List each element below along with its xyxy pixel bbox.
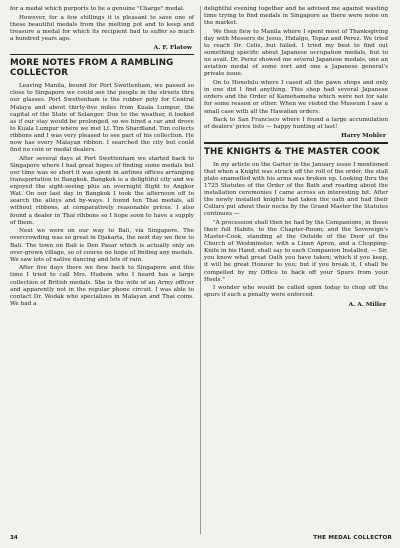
page-number: 34 <box>10 535 18 541</box>
author-signature: A. A. Miller <box>348 300 386 308</box>
section-divider <box>204 142 388 143</box>
intro-signature: A. F. Flatow <box>153 44 192 52</box>
left-column <box>10 6 194 308</box>
article-paragraph: On to Honolulu where I cased all the pawn shops and only in one did I find anything. This shop had several Japanese orders and the Order of Kamehameha which were not for sale for some reason or other. When we visited the Museum I saw a small case with all the Hawaiian orders. <box>204 80 388 115</box>
article-paragraph: I wonder who would be called upon today to chop off the spurs if such a penalty were enforced. <box>204 285 388 299</box>
article-paragraph: Back to San Francisco where I found a large accumulation of dealers' price lists — happy hunting at last! <box>204 117 388 131</box>
article-paragraph: Leaving Manila, bound for Port Swettenham, we passed so close to Singapore we could see the people in the streets thru our glasses. Port Swettenham is the rubber poty for Central Malaya and about thirty-five miles from Kuala Lumpur, the capital of the State of Selangor. Due to the weather, it looked as if our stay would be prolonged, so we hired a car and drove to Kuala Lumpur where we met Lt. Tim Shardland. Tim collects ribbons and I was very pleased to see part of his collection. He now has every Malayan ribbon. I searched the city but could find no coin or medal dealers. <box>10 83 194 154</box>
article-paragraph: We then flew to Manila where I spent most of Thanksgiving day with Messers de Jesus, Hidalgo, Topaz and Perez. We tried to reach Dr. Celis, but failed. I tried my best to find out something specific about Japanese occupation medals, but to no avail. Dr. Perez showed me several Japanese medals, one an aviation medal of some sort and one a Japanese general's private issue. <box>204 28 388 78</box>
magazine-page <box>10 6 392 542</box>
magazine-name: THE MEDAL COLLECTOR <box>313 535 392 541</box>
right-column <box>204 6 388 308</box>
column-divider <box>200 6 201 534</box>
page-footer <box>10 535 392 543</box>
article-paragraph: In my article on the Garter in the January issue I mentioned that when a Knight was struck off the roll of the order, the stall plate enamelled with his arms was broken up. Looking thru the 1725 Statutes of the Order of the Bath and reading about the installation ceremonies I came across an interesting bit. After the newly installed knights had taken the oath and had their Collars put about their necks by the Grand Master the Statutes continues — <box>204 161 388 218</box>
article-paragraph: delightful evening together and he advised me against wasting time trying to find medals in Singapore as there were none on the market. <box>204 6 388 27</box>
quoted-statute: "A procession shall then be had by the Companions, in these their full Habits, to the Chapter-Room; and the Sovereign's Master-Cook, standing at the Outside of the Door of the Church of Westminster, with a Linen Apron, and a Chopping-Knife in his Hand, shall say to each Companion Installed, — Sir, you know what great Oath you have taken; which if you keep, it will be great Honour to you; but if you break it, I shall be compelled by my Office to back off your Spurs from your Heels." <box>204 219 388 283</box>
section-divider <box>10 54 194 55</box>
article-title: MORE NOTES FROM A RAMBLING COLLECTOR <box>10 58 174 79</box>
article-paragraph: Next we were on our way to Bali, via Singapore. The overcrowding was so great in Djakarta, the next day we flew to Bali. The town on Bali is Den Pasar which is actually only an over-grown village, so of course no hope of finding any medals. We saw lots of native dancing and lots of rain. <box>10 228 194 263</box>
article-paragraph: After several days at Port Swettenham we started back to Singapore where I had great hopes of finding some medals but our time was so short it was spent in airlines offices arranging transportation to Bangkok. Bangkok is a delightful city and we enjoyed the sight-seeing plus an overnight flight to Angkor Wat. On our last day in Bangkok I took the afternoon off to search the alleys and by-ways. I found ten Thai medals, all without ribbons, at comparatively reasonable prices. I also found a dealer in Thai ribbons so I hope soon to have a supply of them. <box>10 155 194 226</box>
intro-paragraph: However, for a few shillings it is pleasant to save one of these beautiful medals from the melting pot and to keep and treasure a medal for which its recipient had to suffer so much a hundred years ago. <box>10 14 194 42</box>
article-title: THE KNIGHTS & THE MASTER COOK <box>204 146 380 157</box>
author-signature: Harry Mohler <box>341 132 386 140</box>
intro-paragraph: for a medal which purports to be a genuine "Charge" medal. <box>10 6 185 12</box>
article-paragraph: After five days there we flew back to Singapore and this time I tried to call Mrs. Hudson who I heard has a large collection of British medals. She is the wife of an Army officer and apparently not in the regular phone circuit. I was able to contact Dr. Wodak who specializes in Malayan and Thai coins. We had a <box>10 265 194 307</box>
